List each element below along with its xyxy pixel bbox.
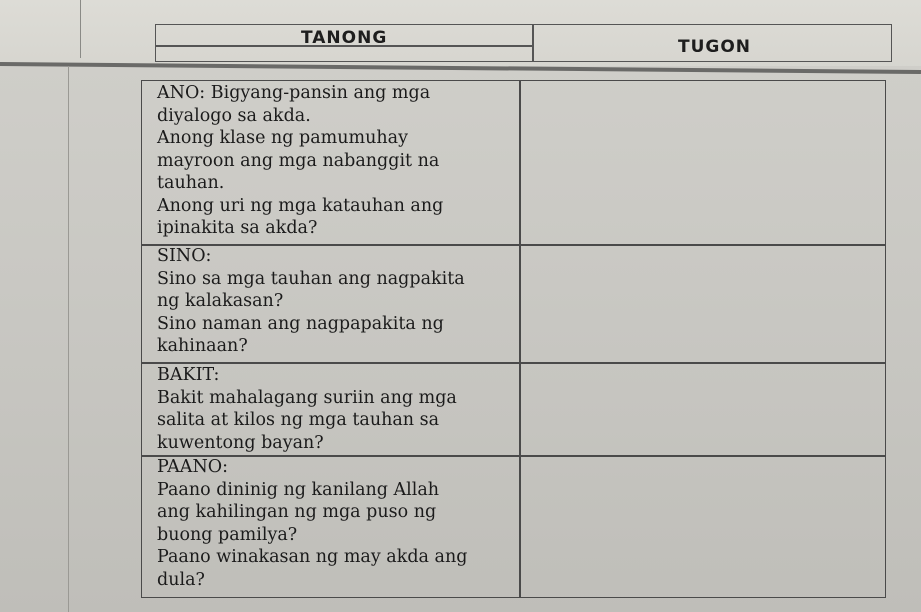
answer-cell-bakit[interactable] — [521, 364, 883, 455]
question-cell-paano: PAANO: Paano dininig ng kanilang Allah ang kahilingan ng mga puso ng buong pamilya? Paano winakasan ng may akda ang dula? — [157, 457, 468, 590]
margin-rule — [68, 66, 69, 612]
question-cell-ano: ANO: Bigyang-pansin ang mga diyalogo sa akda. Anong klase ng pamumuhay mayroon ang mga nabanggit na tauhan. Anong uri ng mga katauhan ang ipinakita sa akda? — [157, 83, 444, 238]
answer-cell-sino[interactable] — [521, 246, 883, 362]
question-table — [141, 80, 886, 598]
answer-cell-ano[interactable] — [521, 81, 883, 244]
header-column-divider — [532, 25, 534, 61]
header-table — [155, 24, 892, 62]
upper-page — [0, 0, 921, 70]
question-cell-bakit: BAKIT: Bakit mahalagang suriin ang mga salita at kilos ng mga tauhan sa kuwentong bayan? — [157, 365, 457, 453]
margin-rule — [80, 0, 81, 58]
answer-cell-paano[interactable] — [521, 457, 883, 597]
column-header-answer: TUGON — [678, 37, 752, 57]
column-header-question: TANONG — [301, 28, 388, 48]
question-cell-sino: SINO: Sino sa mga tauhan ang nagpakita ng kalakasan? Sino naman ang nagpapakita ng kahinaan? — [157, 246, 465, 356]
